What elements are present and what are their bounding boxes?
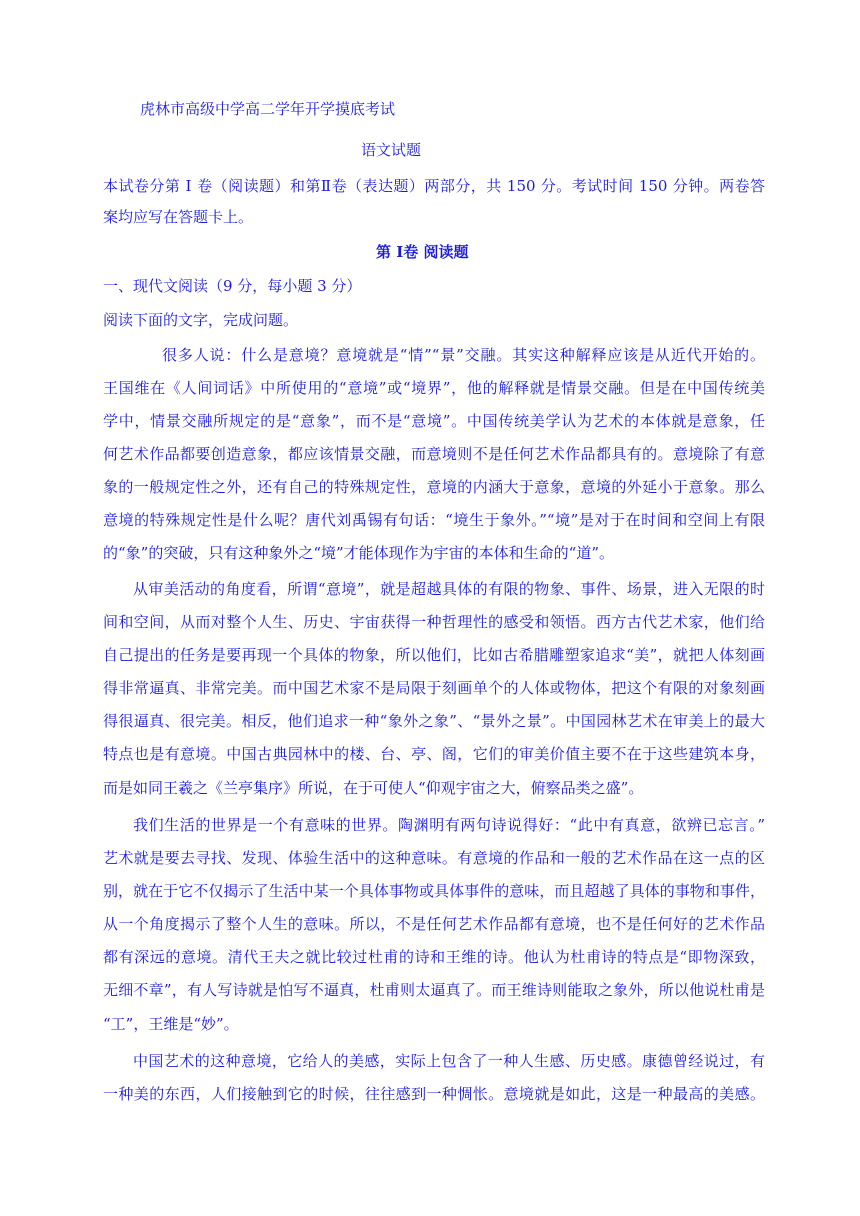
passage-line: 自己提出的任务是要再现一个具体的物象，所以他们，比如古希腊雕塑家追求“美”，就把人体刻画: [103, 646, 765, 664]
passage-line: 学中，情景交融所规定的是“意象”，而不是“意境”。中国传统美学认为艺术的本体就是意象，任: [103, 412, 765, 430]
passage-line: 很多人说：什么是意境？意境就是“情”“景”交融。其实这种解释应该是从近代开始的。: [162, 346, 765, 364]
passage-line: 我们生活的世界是一个有意味的世界。陶渊明有两句诗说得好：“此中有真意，欲辨已忘言。”: [133, 816, 765, 834]
part-title: 第 Ⅰ卷 阅读题: [376, 243, 469, 261]
passage-line: 何艺术作品都要创造意象，都应该情景交融，而意境则不是任何艺术作品都具有的。意境除了有意: [103, 445, 765, 463]
section-prompt: 阅读下面的文字，完成问题。: [103, 311, 299, 329]
passage-line: 得非常逼真、非常完美。而中国艺术家不是局限于刻画单个的人体或物体，把这个有限的对象刻画: [103, 679, 765, 697]
passage-line: 艺术就是要去寻找、发现、体验生活中的这种意味。有意境的作品和一般的艺术作品在这一点的区: [103, 849, 765, 867]
passage-line: 象的一般规定性之外，还有自己的特殊规定性，意境的内涵大于意象，意境的外延小于意象。那么: [103, 478, 765, 496]
passage-line: 而是如同王羲之《兰亭集序》所说，在于可使人“仰观宇宙之大，俯察品类之盛”。: [103, 779, 644, 797]
instruction-line: 案均应写在答题卡上。: [103, 208, 254, 226]
passage-line: “工”，王维是“妙”。: [103, 1015, 239, 1033]
instruction-line: 本试卷分第 Ⅰ 卷（阅读题）和第Ⅱ卷（表达题）两部分，共 150 分。考试时间 150 分钟。两卷答: [103, 177, 765, 195]
section-title: 一、现代文阅读（9 分，每小题 3 分）: [103, 277, 362, 295]
passage-line: 间和空间，从而对整个人生、历史、宇宙获得一种哲理性的感受和领悟。西方古代艺术家，他们给: [103, 613, 765, 631]
passage-line: 王国维在《人间词话》中所使用的“意境”或“境界”，他的解释就是情景交融。但是在中国传统美: [103, 379, 765, 397]
passage-line: 无细不章”，有人写诗就是怕写不逼真，杜甫则太逼真了。而王维诗则能取之象外，所以他说杜甫是: [103, 981, 765, 999]
subject-title: 语文试题: [361, 141, 422, 159]
passage-line: 都有深远的意境。清代王夫之就比较过杜甫的诗和王维的诗。他认为杜甫诗的特点是“即物深致，: [103, 948, 765, 966]
passage-line: 特点也是有意境。中国古典园林中的楼、台、亭、阁，它们的审美价值主要不在于这些建筑本身，: [103, 745, 765, 763]
passage-line: 中国艺术的这种意境，它给人的美感，实际上包含了一种人生感、历史感。康德曾经说过，有: [133, 1052, 765, 1070]
passage-line: 的“象”的突破，只有这种象外之“境”才能体现作为宇宙的本体和生命的“道”。: [103, 544, 615, 562]
passage-line: 一种美的东西，人们接触到它的时候，往往感到一种惆怅。意境就是如此，这是一种最高的美感。: [103, 1085, 765, 1103]
passage-line: 从一个角度揭示了整个人生的意味。所以，不是任何艺术作品都有意境，也不是任何好的艺术作品: [103, 915, 765, 933]
passage-line: 别，就在于它不仅揭示了生活中某一个具体事物或具体事件的意味，而且超越了具体的事物和事件，: [103, 882, 765, 900]
passage-line: 得很逼真、很完美。相反，他们追求一种“象外之象”、“景外之景”。中国园林艺术在审美上的最大: [103, 712, 765, 730]
exam-header: 虎林市高级中学高二学年开学摸底考试: [140, 100, 396, 118]
passage-line: 从审美活动的角度看，所谓“意境”，就是超越具体的有限的物象、事件、场景，进入无限的时: [133, 580, 765, 598]
passage-line: 意境的特殊规定性是什么呢？唐代刘禹锡有句话：“境生于象外。”“境”是对于在时间和空间上有限: [103, 511, 765, 529]
